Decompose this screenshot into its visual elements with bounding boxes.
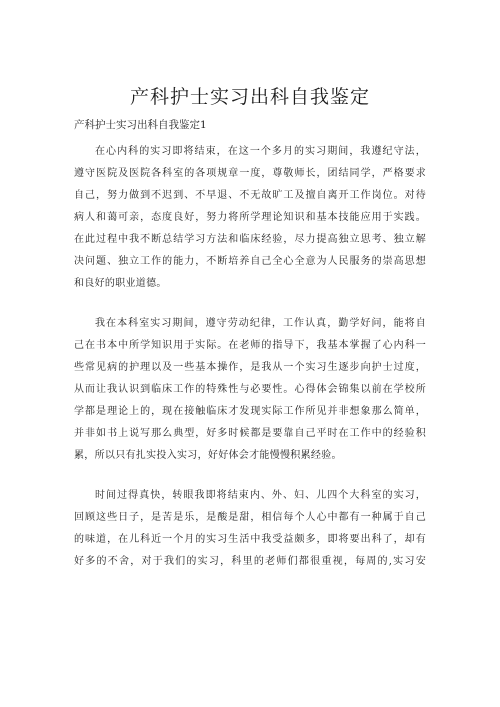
paragraph-line: 时间过得真快，转眼我即将结束内、外、妇、儿四个大科室的实习，	[95, 490, 426, 501]
paragraph-3	[74, 485, 426, 573]
paragraph-line: 在此过程中我不断总结学习方法和临床经验，尽力提高独立思考、独立解	[74, 234, 426, 245]
paragraph-2	[74, 313, 426, 467]
document-body	[74, 141, 426, 591]
paragraph-line: 学都是理论上的，现在接触临床才发现实际工作所见并非想象那么简单，	[74, 406, 426, 417]
document-subtitle: 产科护士实习出科自我鉴定1	[74, 119, 207, 131]
paragraph-line: 好多的不舍，对于我们的实习，科里的老师们都很重视，每周的,实习安	[74, 556, 426, 567]
paragraph-line: 病人和蔼可亲，态度良好，努力将所学理论知识和基本技能应用于实践。	[74, 212, 426, 223]
paragraph-line: 在心内科的实习即将结束，在这一个多月的实习期间，我遵纪守法，	[95, 146, 426, 157]
document-title: 产科护士实习出科自我鉴定	[129, 86, 370, 108]
paragraph-line: 累，所以只有扎实投入实习，好好体会才能慢慢积累经验。	[74, 450, 342, 461]
paragraph-line: 和良好的职业道德。	[74, 278, 167, 289]
paragraph-line: 自己，努力做到不迟到、不早退、不无故旷工及擅自离开工作岗位。对待	[74, 190, 426, 201]
paragraph-line: 决问题、独立工作的能力，不断培养自己全心全意为人民服务的崇高思想	[74, 256, 426, 267]
paragraph-line: 从而让我认识到临床工作的特殊性与必要性。心得体会锦集以前在学校所	[74, 384, 426, 395]
paragraph-1	[74, 141, 426, 295]
paragraph-line: 遵守医院及医院各科室的各项规章一度，尊敬师长，团结同学，严格要求	[74, 168, 426, 179]
paragraph-line: 些常见病的护理以及一些基本操作，是我从一个实习生逐步向护士过度，	[74, 362, 426, 373]
paragraph-line: 回顾这些日子，是苦是乐，是酸是甜，相信每个人心中都有一种属于自己	[74, 512, 426, 523]
paragraph-line: 并非如书上说写那么典型，好多时候都是要靠自己平时在工作中的经验积	[74, 428, 426, 439]
paragraph-line: 的味道，在儿科近一个月的实习生活中我受益颇多，即将要出科了，却有	[74, 534, 426, 545]
paragraph-line: 己在书本中所学知识用于实际。在老师的指导下，我基本掌握了心内科一	[74, 340, 426, 351]
paragraph-line: 我在本科室实习期间，遵守劳动纪律，工作认真，勤学好问，能将自	[95, 318, 426, 329]
